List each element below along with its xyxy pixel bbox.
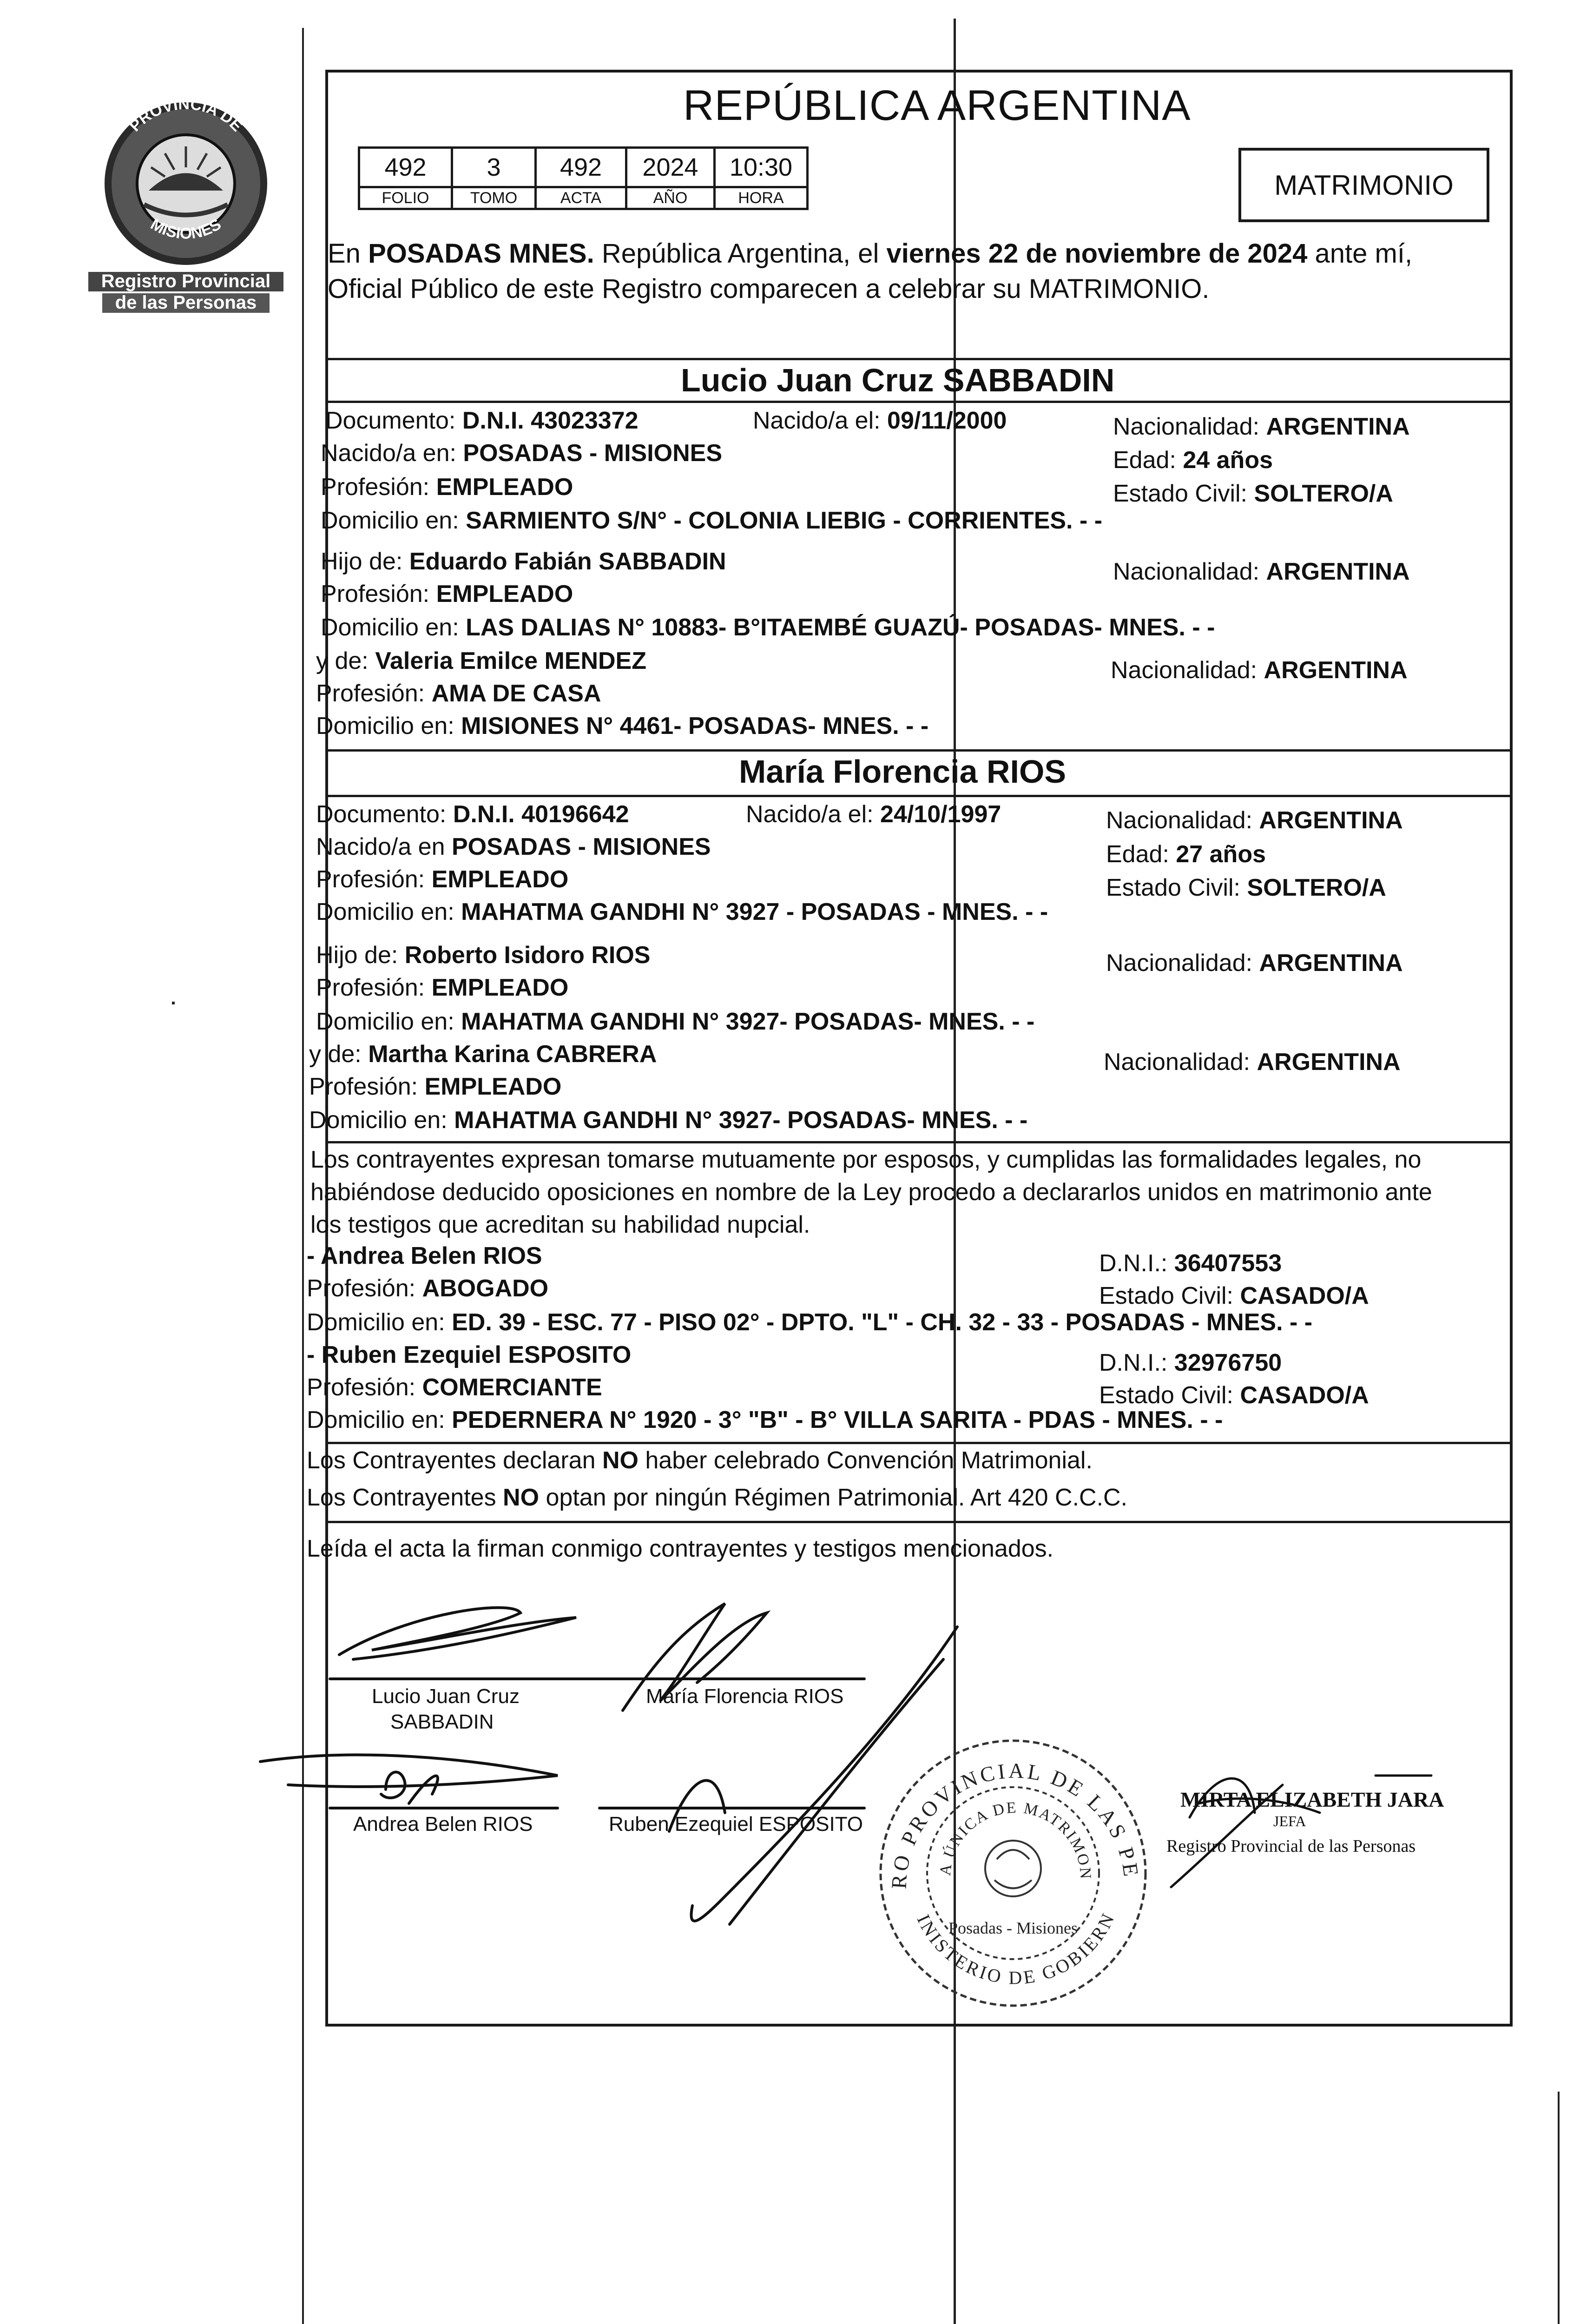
officer-name: MIRTA ELIZABETH JARA <box>1180 1788 1444 1811</box>
groom-age: Edad: 24 años <box>1113 447 1273 474</box>
intro-place: POSADAS MNES. <box>368 238 594 269</box>
intro-date: viernes 22 de noviembre de 2024 <box>886 238 1308 269</box>
bride-address: Domicilio en: MAHATMA GANDHI N° 3927 - POSADAS - MNES. - - <box>316 898 1048 925</box>
act-type-box <box>1238 148 1489 222</box>
divider-clauses-top <box>325 1442 1513 1444</box>
bride-mother: y de: Martha Karina CABRERA <box>309 1041 657 1068</box>
hour-value: 10:30 <box>715 148 808 187</box>
divider-closing-top <box>325 1521 1513 1523</box>
bride-birthdate: Nacido/a el: 24/10/1997 <box>746 801 1001 828</box>
groom-mother-address: Domicilio en: MISIONES N° 4461- POSADAS- MNES. - - <box>316 713 929 739</box>
bride-father-address: Domicilio en: MAHATMA GANDHI N° 3927- POSADAS- MNES. - - <box>316 1008 1035 1035</box>
country-title: REPÚBLICA ARGENTINA <box>683 82 1191 129</box>
bride-mother-nationality: Nacionalidad: ARGENTINA <box>1104 1049 1401 1076</box>
divider-bride-name <box>325 795 1513 797</box>
groom-birthdate: Nacido/a el: 09/11/2000 <box>753 407 1007 434</box>
bride-document: Documento: D.N.I. 40196642 <box>316 801 629 828</box>
declaration-line1: Los contrayentes expresan tomarse mutuamente por esposos, y cumplidas las formalidades legales, no <box>310 1146 1422 1173</box>
folio-value: 492 <box>359 148 452 187</box>
intro-line1: En POSADAS MNES. República Argentina, el viernes 22 de noviembre de 2024 ante mí, <box>328 238 1413 269</box>
year-label: AÑO <box>626 187 715 209</box>
svg-text:Posadas - Misiones: Posadas - Misiones <box>948 1919 1078 1937</box>
witness1-dni: D.N.I.: 36407553 <box>1099 1250 1282 1277</box>
witness2-name: - Ruben Ezequiel ESPOSITO <box>307 1341 632 1368</box>
witness2-address: Domicilio en: PEDERNERA N° 1920 - 3° "B" - B° VILLA SARITA - PDAS - MNES. - - <box>307 1406 1223 1433</box>
hour-label: HORA <box>715 187 808 209</box>
act-type-label: MATRIMONIO <box>1274 169 1454 201</box>
groom-nationality: Nacionalidad: ARGENTINA <box>1113 413 1410 440</box>
record-table <box>358 146 809 210</box>
bride-father-profession: Profesión: EMPLEADO <box>316 974 569 1001</box>
sig-label-witness1: Andrea Belen RIOS <box>353 1813 533 1835</box>
seal-caption-line2: de las Personas <box>115 292 257 313</box>
bride-nationality: Nacionalidad: ARGENTINA <box>1106 807 1403 834</box>
sig-label-bride: María Florencia RIOS <box>646 1685 844 1708</box>
bride-father: Hijo de: Roberto Isidoro RIOS <box>316 942 651 969</box>
bride-civil-status: Estado Civil: SOLTERO/A <box>1106 874 1386 901</box>
seal-caption-line1: Registro Provincial <box>101 271 271 291</box>
witness1-civil-status: Estado Civil: CASADO/A <box>1099 1282 1369 1309</box>
scan-line-right-edge <box>1558 2092 1560 2324</box>
sig-label-witness2: Ruben Ezequiel ESPOSITO <box>609 1813 863 1835</box>
bride-mother-address: Domicilio en: MAHATMA GANDHI N° 3927- POSADAS- MNES. - - <box>309 1107 1028 1134</box>
divider-declaration-top <box>325 1141 1513 1143</box>
groom-father-nationality: Nacionalidad: ARGENTINA <box>1113 558 1410 585</box>
svg-text:SALA ÚNICA DE MATRIMONIOS: A ÚNICA DE MATRIMON <box>936 1799 1094 1881</box>
bride-father-nationality: Nacionalidad: ARGENTINA <box>1106 950 1403 977</box>
witness1-profession: Profesión: ABOGADO <box>307 1275 549 1302</box>
clause-regime: Los Contrayentes NO optan por ningún Régimen Patrimonial. Art 420 C.C.C. <box>307 1484 1128 1511</box>
tomo-label: TOMO <box>452 187 536 209</box>
officer-org: Registro Provincial de las Personas <box>1166 1836 1416 1856</box>
groom-address: Domicilio en: SARMIENTO S/N° - COLONIA LIEBIG - CORRIENTES. - - <box>321 507 1103 534</box>
witness2-civil-status: Estado Civil: CASADO/A <box>1099 1382 1369 1409</box>
declaration-line3: los testigos que acreditan su habilidad nupcial. <box>310 1211 810 1238</box>
groom-father-profession: Profesión: EMPLEADO <box>321 581 573 607</box>
officer-stamp <box>1143 1748 1478 1906</box>
svg-text:MISIONES: MISIONES <box>147 215 224 243</box>
divider-groom-name <box>325 401 1513 403</box>
acta-value: 492 <box>536 148 626 187</box>
witness1-address: Domicilio en: ED. 39 - ESC. 77 - PISO 02° - DPTO. "L" - CH. 32 - 33 - POSADAS - MNES. - - <box>307 1309 1313 1336</box>
groom-mother-profession: Profesión: AMA DE CASA <box>316 680 601 707</box>
witness1-name: - Andrea Belen RIOS <box>307 1242 542 1269</box>
svg-text:PROVINCIA DE: PROVINCIA DE <box>126 95 246 135</box>
declaration-line2: habiéndose deducido oposiciones en nombre de la Ley procedo a declararlos unidos en matrimonio ante <box>310 1179 1432 1206</box>
witness2-profession: Profesión: COMERCIANTE <box>307 1374 602 1401</box>
bride-name: María Florencia RIOS <box>739 753 1066 790</box>
groom-document: Documento: D.N.I. 43023372 <box>325 407 639 434</box>
registry-stamp <box>864 1720 1162 2017</box>
groom-name: Lucio Juan Cruz SABBADIN <box>681 362 1115 398</box>
officer-role: JEFA <box>1273 1813 1306 1829</box>
sig-label-groom-line2: SABBADIN <box>390 1710 494 1733</box>
groom-mother: y de: Valeria Emilce MENDEZ <box>316 647 646 674</box>
bride-profession: Profesión: EMPLEADO <box>316 866 569 893</box>
groom-profession: Profesión: EMPLEADO <box>321 474 573 501</box>
scan-dot <box>172 1002 175 1004</box>
svg-text:REGISTRO PROVINCIAL DE LAS PER: RO PROVINCIAL DE LAS PE <box>887 1758 1144 1890</box>
groom-birthplace: Nacido/a en: POSADAS - MISIONES <box>321 440 723 467</box>
provincial-registry-seal <box>84 77 288 318</box>
intro-line2: Oficial Público de este Registro comparecen a celebrar su MATRIMONIO. <box>328 274 1210 304</box>
tomo-value: 3 <box>452 148 536 187</box>
bride-birthplace: Nacido/a en POSADAS - MISIONES <box>316 833 711 860</box>
svg-text:MINISTERIO DE GOBIERNO: INISTERIO DE GOBIERN <box>913 1908 1119 1988</box>
year-value: 2024 <box>626 148 715 187</box>
acta-label: ACTA <box>536 187 626 209</box>
bride-age: Edad: 27 años <box>1106 841 1266 868</box>
divider-bride-top <box>325 749 1513 752</box>
bride-mother-profession: Profesión: EMPLEADO <box>309 1073 562 1100</box>
closing-line: Leída el acta la firman conmigo contrayentes y testigos mencionados. <box>307 1535 1054 1562</box>
groom-father-address: Domicilio en: LAS DALIAS N° 10883- B°ITAEMBÉ GUAZÚ- POSADAS- MNES. - - <box>321 614 1215 641</box>
clause-convention: Los Contrayentes declaran NO haber celebrado Convención Matrimonial. <box>307 1447 1093 1474</box>
groom-mother-nationality: Nacionalidad: ARGENTINA <box>1111 657 1408 684</box>
groom-father: Hijo de: Eduardo Fabián SABBADIN <box>321 548 726 575</box>
groom-civil-status: Estado Civil: SOLTERO/A <box>1113 480 1393 507</box>
divider-groom-top <box>325 358 1513 360</box>
sig-label-groom-line1: Lucio Juan Cruz <box>372 1685 520 1708</box>
witness2-dni: D.N.I.: 32976750 <box>1099 1349 1282 1376</box>
folio-label: FOLIO <box>359 187 452 209</box>
